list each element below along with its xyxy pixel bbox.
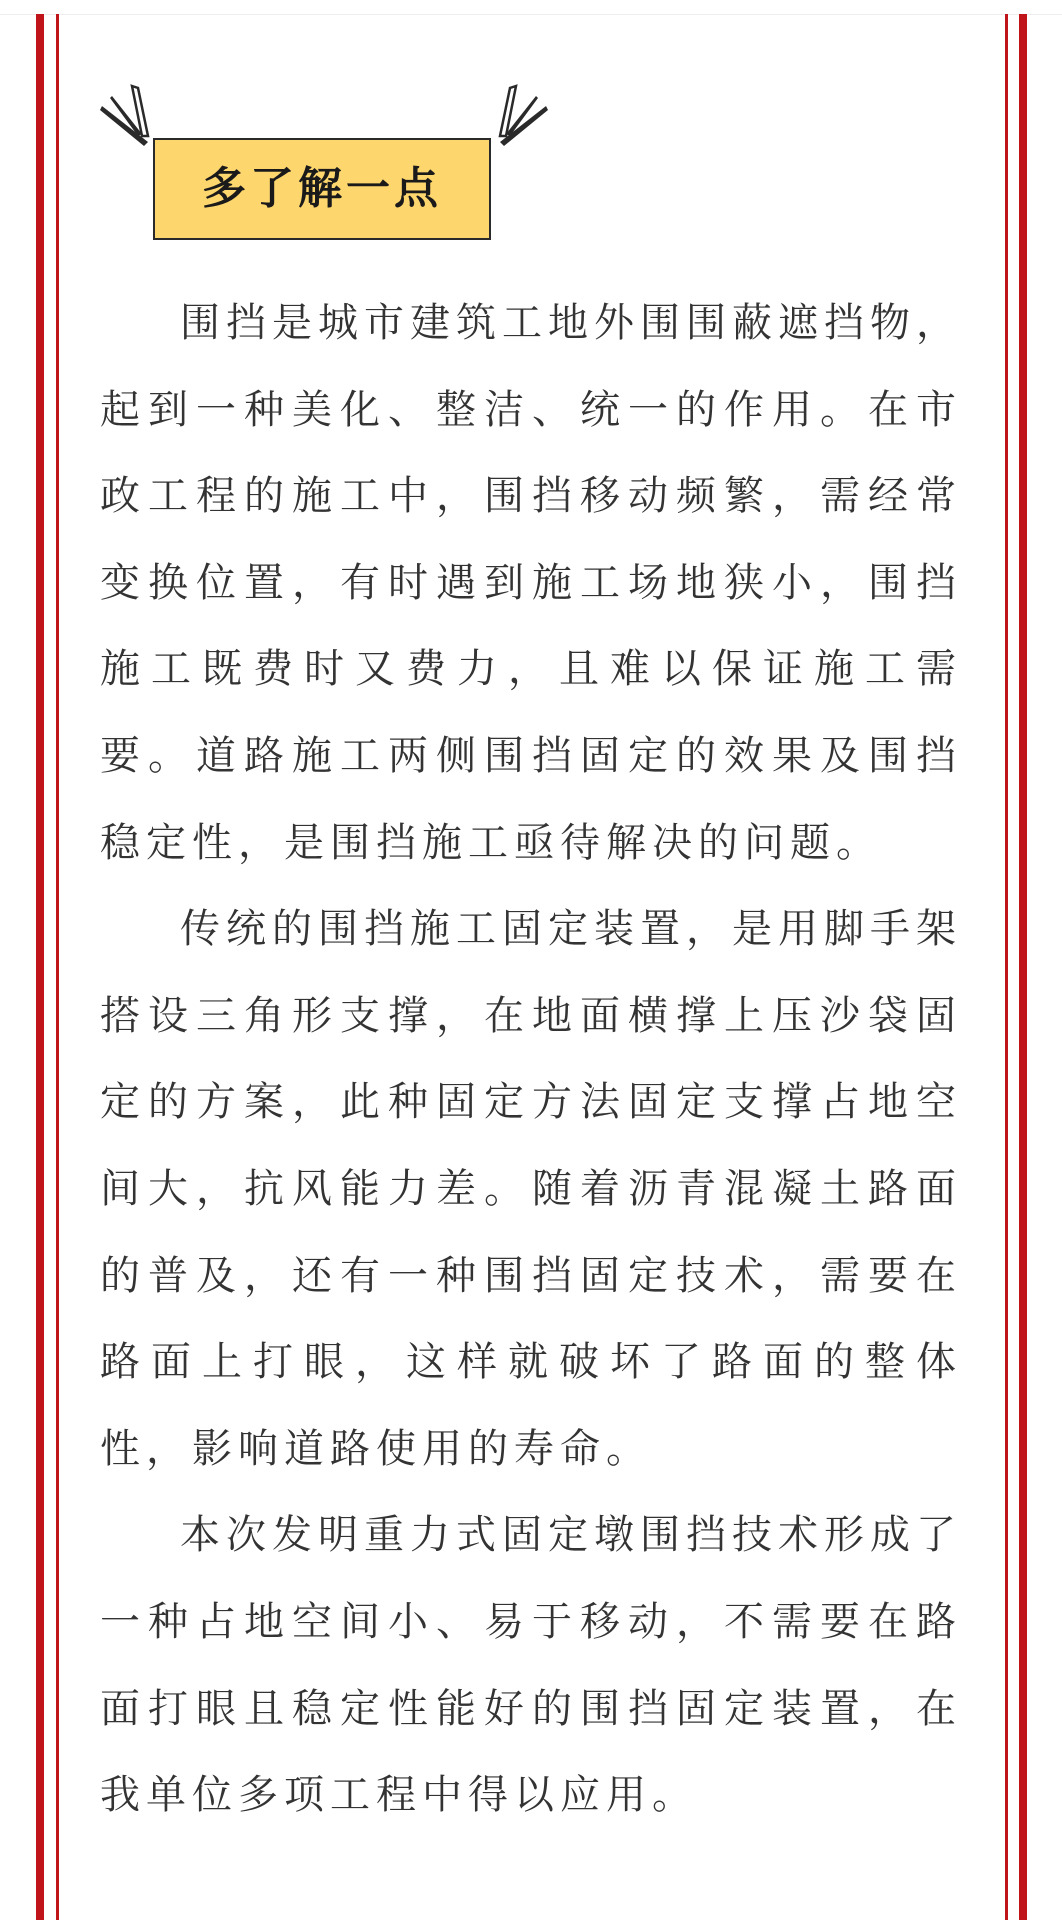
left-inner-border bbox=[56, 14, 59, 1920]
right-sparkle-icon bbox=[494, 84, 550, 146]
paragraph-1: 围挡是城市建筑工地外围围蔽遮挡物，起到一种美化、整洁、统一的作用。在市政工程的施工中，围挡移动频繁，需经常变换位置，有时遇到施工场地狭小，围挡施工既费时又费力，且难以保证施工需要。道路施工两侧围挡固定的效果及围挡稳定性，是围挡施工亟待解决的问题。 bbox=[100, 300, 962, 866]
paragraph-2: 传统的围挡施工固定装置，是用脚手架搭设三角形支撑，在地面横撑上压沙袋固定的方案，此种固定方法固定支撑占地空间大，抗风能力差。随着沥青混凝土路面的普及，还有一种围挡固定技术，需要在路面上打眼，这样就破坏了路面的整体性，影响道路使用的寿命。 bbox=[100, 906, 962, 1472]
paragraph-3: 本次发明重力式固定墩围挡技术形成了一种占地空间小、易于移动，不需要在路面打眼且稳定性能好的围挡固定装置，在我单位多项工程中得以应用。 bbox=[100, 1512, 962, 1819]
section-title-box bbox=[153, 138, 491, 240]
left-sparkle-icon bbox=[98, 84, 154, 146]
right-outer-border bbox=[1019, 14, 1027, 1920]
right-inner-border bbox=[1005, 14, 1008, 1920]
left-outer-border bbox=[36, 14, 44, 1920]
article-body bbox=[100, 280, 962, 1839]
top-divider bbox=[0, 14, 1062, 15]
section-title: 多了解一点 bbox=[202, 163, 442, 214]
